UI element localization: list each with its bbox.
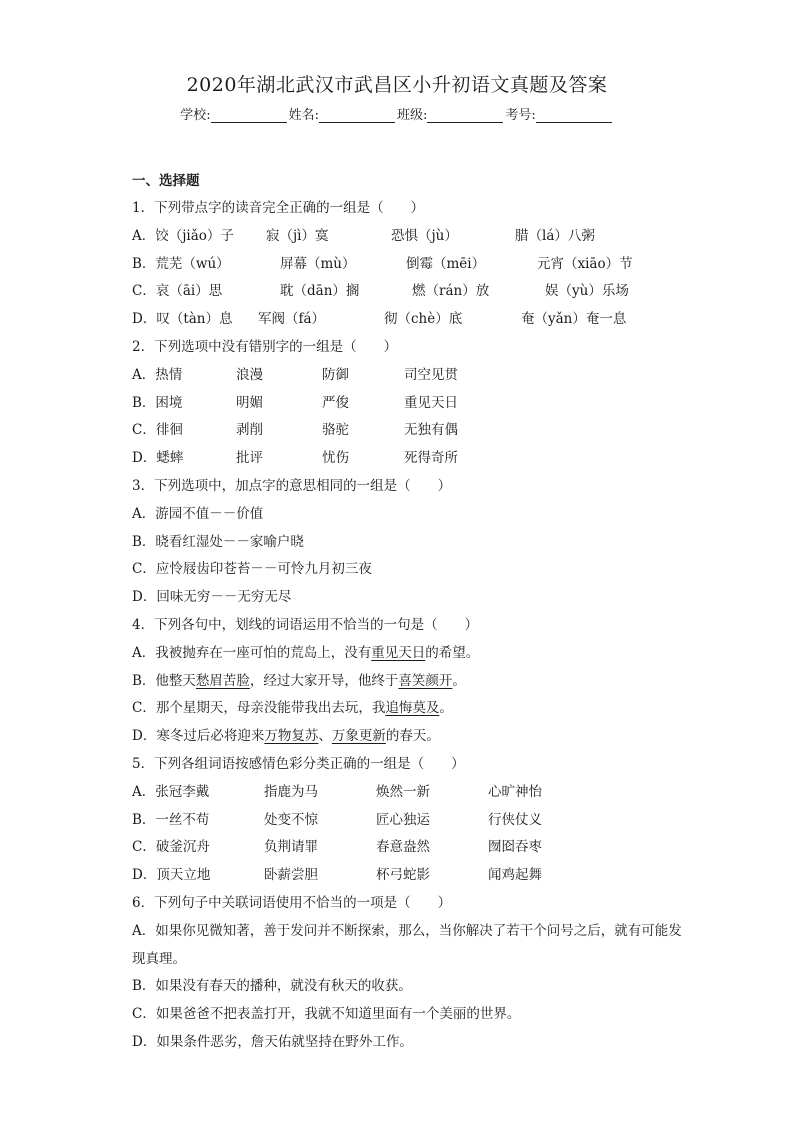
option-cell: 春意盎然 xyxy=(376,839,430,856)
option-cell: 死得奇所 xyxy=(404,450,458,467)
option-cell: 浪漫 xyxy=(236,366,263,383)
q3-option-b: B．晓看红湿处－－家喻户晓 xyxy=(132,533,304,550)
q3-option-a: A．游园不值－－价值 xyxy=(132,505,264,522)
option-cell: 行侠仗义 xyxy=(488,811,542,828)
option-cell: B．困境 xyxy=(132,394,183,411)
q5-stem: 5．下列各组词语按感情色彩分类正确的一组是（ ） xyxy=(132,755,465,772)
option-cell: A．张冠李戴 xyxy=(132,783,210,800)
option-text: A．我被抛弃在一座可怕的荒岛上，没有 xyxy=(132,644,372,661)
option-cell: D．叹（tàn）息 xyxy=(132,311,233,328)
q6-option-a: A．如果你见微知著，善于发问并不断探索，那么，当你解决了若干个问号之后，就有可能发现真理。 xyxy=(132,922,682,967)
option-cell: 心旷神怡 xyxy=(488,783,542,800)
exam-number-field xyxy=(505,104,613,123)
q3-option-c: C．应怜屐齿印苍苔－－可怜九月初三夜 xyxy=(132,561,372,578)
q3-option-d: D．回味无穷－－无穷无尽 xyxy=(132,589,292,606)
option-cell: 娱（yù）乐场 xyxy=(545,283,629,300)
q1-stem: 1．下列带点字的读音完全正确的一组是（ ） xyxy=(132,200,425,216)
q1-option-a xyxy=(132,223,692,251)
option-cell: B．荒芜（wú） xyxy=(132,255,230,272)
q1-option-d xyxy=(132,306,692,334)
option-cell: 卧薪尝胆 xyxy=(264,867,318,884)
option-cell: 囫囵吞枣 xyxy=(488,839,542,856)
option-cell: 耽（dān）搁 xyxy=(280,283,360,300)
student-info-row xyxy=(0,104,794,123)
option-cell: 燃（rán）放 xyxy=(412,283,490,300)
option-text: 的希望。 xyxy=(425,644,480,661)
option-cell: A．饺（jiǎo）子 xyxy=(132,227,234,244)
q2-option-c xyxy=(132,417,692,445)
option-cell: 杯弓蛇影 xyxy=(376,867,430,884)
exam-number-blank xyxy=(536,108,612,123)
q4-option-b xyxy=(132,668,692,696)
option-cell: 闻鸡起舞 xyxy=(488,867,542,884)
option-cell: 忧伤 xyxy=(322,450,349,467)
q6-stem: 6．下列句子中关联词语使用不恰当的一项是（ ） xyxy=(132,894,452,911)
option-cell: 军阀（fá） xyxy=(258,311,326,328)
option-cell: 剥削 xyxy=(236,422,263,439)
underlined-phrase: 万物复苏 xyxy=(264,728,319,745)
q5-option-a xyxy=(132,779,692,807)
q3-stem: 3．下列选项中，加点字的意思相同的一组是（ ） xyxy=(132,477,452,494)
name-label: 姓名: xyxy=(288,108,319,123)
page-title: 2020年湖北武汉市武昌区小升初语文真题及答案 xyxy=(186,74,608,96)
option-cell: 焕然一新 xyxy=(376,783,430,800)
option-text: ，经过大家开导，他终于 xyxy=(249,672,399,689)
option-cell: 彻（chè）底 xyxy=(384,311,463,328)
class-blank xyxy=(427,108,503,123)
option-text: 、 xyxy=(318,728,332,745)
q2-option-d xyxy=(132,445,692,473)
option-cell: C．徘徊 xyxy=(132,422,183,439)
option-cell: 指鹿为马 xyxy=(264,783,318,800)
option-cell: 严俊 xyxy=(322,394,349,411)
q5-option-d xyxy=(132,862,692,890)
option-cell: 屏幕（mù） xyxy=(280,255,356,272)
option-cell: C．哀（āi）思 xyxy=(132,283,223,300)
name-field xyxy=(289,104,397,123)
q6-option-b: B．如果没有春天的播种，就没有秋天的收获。 xyxy=(132,978,412,995)
option-cell: 批评 xyxy=(236,450,263,467)
school-field xyxy=(180,104,288,123)
option-cell: 无独有偶 xyxy=(404,422,458,439)
school-label: 学校: xyxy=(180,108,211,123)
option-cell: 倒霉（mēi） xyxy=(406,255,486,272)
q2-option-a xyxy=(132,362,692,390)
option-cell: B．一丝不苟 xyxy=(132,811,210,828)
class-field xyxy=(397,104,505,123)
q4-stem: 4．下列各句中，划线的词语运用不恰当的一句是（ ） xyxy=(132,616,479,633)
question-content xyxy=(132,168,692,1057)
option-cell: D．顶天立地 xyxy=(132,867,211,884)
underlined-phrase: 万象更新 xyxy=(331,728,386,745)
option-cell: A．热情 xyxy=(132,366,183,383)
school-blank xyxy=(211,108,287,123)
option-cell: 明媚 xyxy=(236,394,263,411)
option-text: 。 xyxy=(439,700,453,717)
option-cell: 恐惧（jù） xyxy=(391,227,458,244)
q4-option-d xyxy=(132,723,692,751)
underlined-phrase: 喜笑颜开 xyxy=(398,672,453,689)
option-cell: 重见天日 xyxy=(404,394,458,411)
option-cell: 司空见贯 xyxy=(404,366,458,383)
option-cell: 元宵（xiāo）节 xyxy=(537,255,633,272)
q4-option-a xyxy=(132,640,692,668)
option-cell: D．蟋蟀 xyxy=(132,450,184,467)
q1-option-c xyxy=(132,278,692,306)
class-label: 班级: xyxy=(397,108,428,123)
option-cell: 寂（jì）寞 xyxy=(266,227,329,244)
section-heading: 一、选择题 xyxy=(132,173,200,189)
option-text: C．那个星期天，母亲没能带我出去玩，我 xyxy=(132,700,386,717)
option-text: B．他整天 xyxy=(132,672,196,689)
name-blank xyxy=(319,108,395,123)
q5-option-c xyxy=(132,834,692,862)
option-cell: 负荆请罪 xyxy=(264,839,318,856)
exam-number-label: 考号: xyxy=(505,108,536,123)
option-text: D．寒冬过后必将迎来 xyxy=(132,728,265,745)
option-cell: 匠心独运 xyxy=(376,811,430,828)
option-cell: 腊（lá）八粥 xyxy=(515,227,595,244)
option-text: 的春天。 xyxy=(385,728,440,745)
q2-stem: 2．下列选项中没有错别字的一组是（ ） xyxy=(132,338,398,355)
q6-option-d: D．如果条件恶劣，詹天佑就坚持在野外工作。 xyxy=(132,1033,413,1050)
q1-option-b xyxy=(132,251,692,279)
option-cell: 骆驼 xyxy=(322,422,349,439)
option-text: 。 xyxy=(452,672,466,689)
option-cell: C．破釜沉舟 xyxy=(132,839,210,856)
q5-option-b xyxy=(132,807,692,835)
option-cell: 奄（yǎn）奄一息 xyxy=(521,311,627,328)
option-cell: 处变不惊 xyxy=(264,811,318,828)
q6-option-c: C．如果爸爸不把表盖打开，我就不知道里面有一个美丽的世界。 xyxy=(132,1006,521,1023)
underlined-phrase: 愁眉苦脸 xyxy=(195,672,250,689)
underlined-phrase: 追悔莫及 xyxy=(385,700,440,717)
q4-option-c xyxy=(132,695,692,723)
q2-option-b xyxy=(132,390,692,418)
underlined-phrase: 重见天日 xyxy=(371,644,426,661)
option-cell: 防御 xyxy=(322,366,349,383)
